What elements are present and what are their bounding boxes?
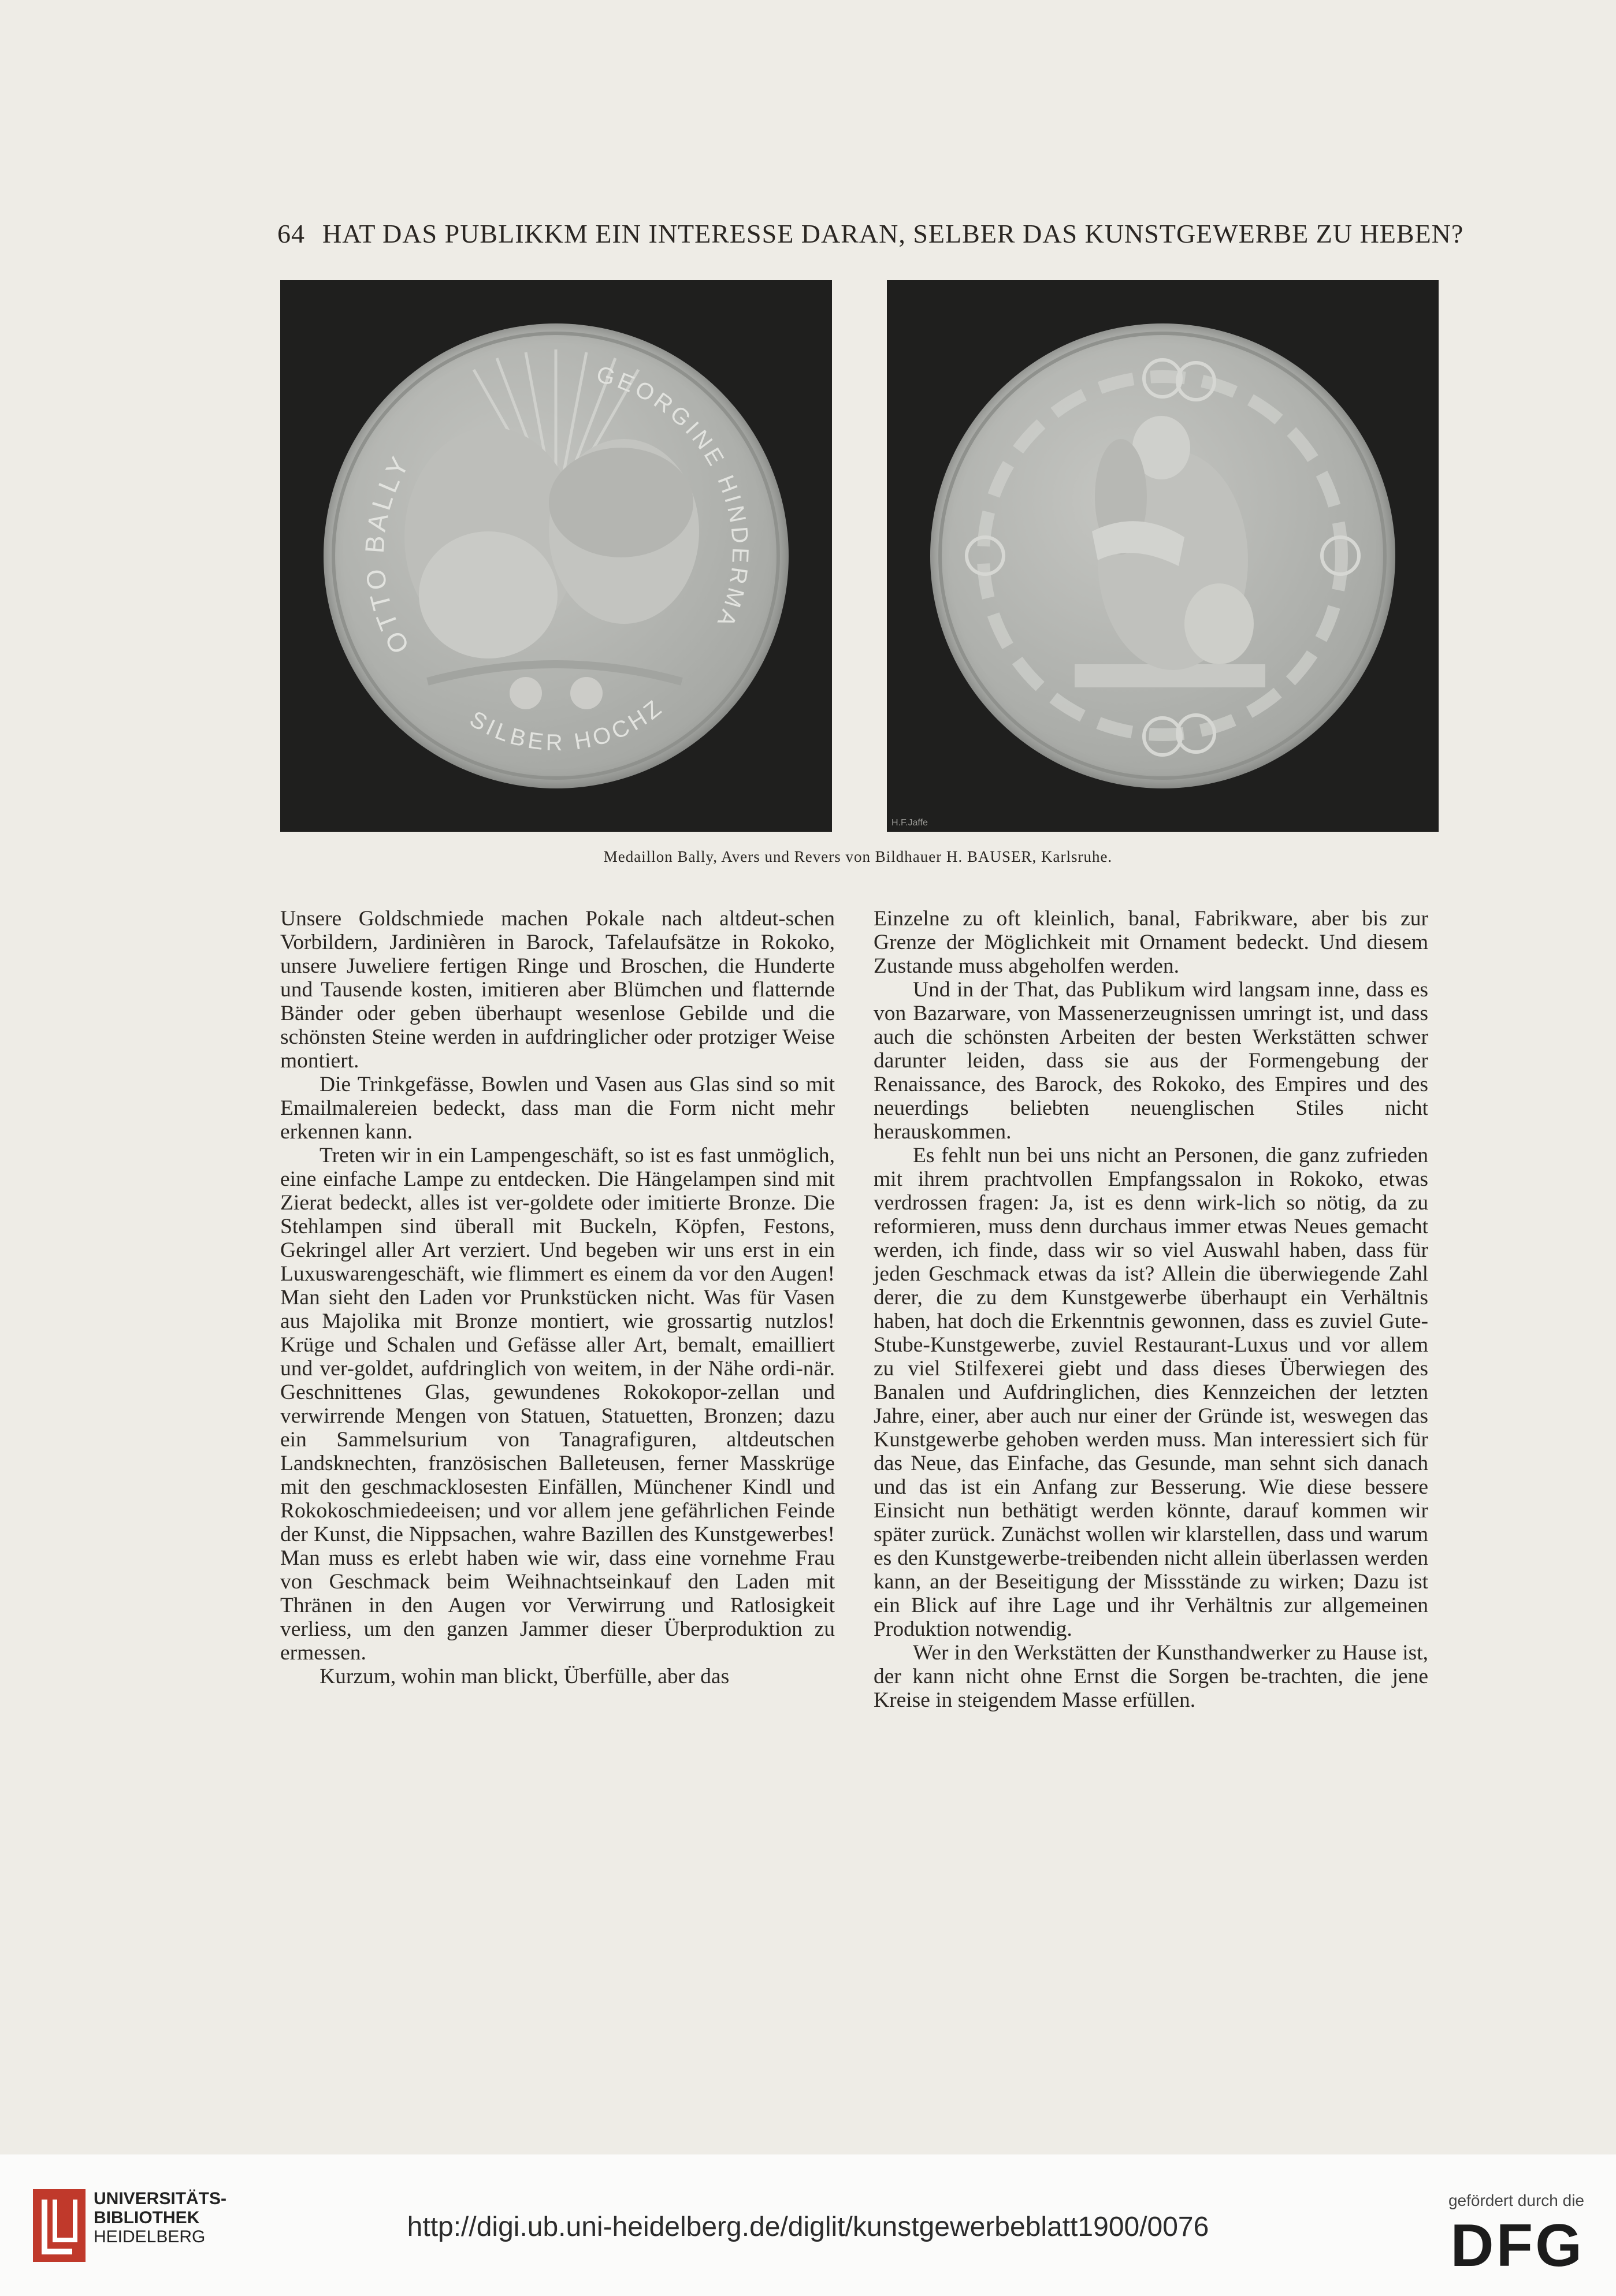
medal-reverse-plate [887,280,1439,832]
paragraph: Es fehlt nun bei uns nicht an Personen, die ganz zufrieden mit ihrem prachtvollen Empfangssalon in Rokoko, etwas verdrossen fragen: Ja, ist es denn wirk-lich so nötig, da zu reformieren, muss denn durchaus immer etwas Neues gemacht werden, ich finde, dass wir so viel Auswahl haben, dass für jeden Geschmack etwas da ist? Allein die überwiegende Zahl derer, die zu dem Kunstgewerbe überhaupt ein Verhältnis haben, hat doch die Erkenntnis gewonnen, dass es zuviel Gute-Stube-Kunstgewerbe, zuviel Restaurant-Luxus und vor allem zu viel Stilfexerei giebt und dass dieses Überwiegen des Banalen und Aufdringlichen, dies Kennzeichen der letzten Jahre, einer, aber auch nur einer der Gründe ist, weswegen das Kunstgewerbe gehoben werden muss. Man interessiert sich für das Neue, das Einfache, das Gesunde, man sehnt sich danach und das ist ein Anfang zur Besserung. Wie diese bessere Einsicht nun bethätigt werden könnte, darauf kommen wir später zurück. Zunächst wollen wir klarstellen, dass und warum es den Kunstgewerbe-treibenden nicht allein überlassen werden kann, an der Beseitigung der Missstände zu wirken; Dazu ist ein Blick auf ihre Lage und ihr Verhältnis zur allgemeinen Produktion notwendig. [874,1144,1428,1641]
paragraph: Einzelne zu oft kleinlich, banal, Fabrikware, aber bis zur Grenze der Möglichkeit mit Ornament bedeckt. Und diesem Zustande muss abgeholfen werden. [874,907,1428,978]
paragraph: Treten wir in ein Lampengeschäft, so ist es fast unmöglich, eine einfache Lampe zu entdecken. Die Hängelampen sind mit Zierat bedeckt, alles ist ver-goldete oder imitierte Bronze. Die Stehlampen sind überall mit Buckeln, Köpfen, Festons, Gekringel aller Art verziert. Und begeben wir uns erst in ein Luxuswarengeschäft, wie flimmert es einem da vor den Augen! Man sieht den Laden vor Prunkstücken nicht. Was für Vasen aus Majolika mit Bronze montiert, wie grossartig nutzlos! Krüge und Schalen und Gefässe aller Art, bemalt, emailliert und ver-goldet, aufdringlich von weitem, in der Nähe ordi-när. Geschnittenes Glas, gewundenes Rokokopor-zellan und verwirrende Mengen von Statuen, Statuetten, Bronzen; dazu ein Sammelsurium von Tanagrafiguren, altdeutschen Landsknechten, französischen Balleteusen, ferner Masskrüge mit den geschmacklosesten Einfällen, Münchener Kindl und Rokokoschmiedeeisen; und vor allem jene gefährlichen Feinde der Kunst, die Nippsachen, wahre Bazillen des Kunstgewerbes! Man muss es erlebt haben wie wir, dass eine vornehme Frau von Geschmack beim Weihnachtseinkauf den Laden mit Thränen in den Augen vor Verwirrung und Ratlosigkeit verliess, um den ganzen Jammer dieser Überproduktion zu ermessen. [280,1144,835,1665]
text-column-left [280,907,835,1688]
paragraph: Kurzum, wohin man blickt, Überfülle, aber das [320,1665,730,1688]
paragraph: Und in der That, das Publikum wird langsam inne, dass es von Bazarware, von Massenerzeugnissen umringt ist, und dass auch die schönsten Arbeiten der besten Werkstätten schwer darunter leiden, dass sie aus der Formengebung der Renaissance, des Barock, des Rokoko, des Empires und des neuerdings beliebten neuenglischen Stiles nicht herauskommen. [874,978,1428,1144]
medal-reverse [930,323,1395,788]
medal-obverse-relief [324,323,789,788]
page-number: 64 [277,219,305,248]
engraver-mark: H.F.Jaffe [891,818,928,828]
permalink-url[interactable]: http://digi.ub.uni-heidelberg.de/diglit/kunstgewerbeblatt1900/0076 [407,2212,1209,2242]
medal-obverse [324,323,789,788]
running-header [277,218,1464,249]
sponsor-label: gefördert durch die [1448,2191,1584,2209]
dfg-logo: DFG [1450,2212,1584,2279]
svg-text:SILBER HOCHZEIT: SILBER HOCHZ [465,694,669,756]
paragraph: Die Trinkgefässe, Bowlen und Vasen aus Glas sind so mit Emailmalereien bedeckt, dass man die Form nicht mehr erkennen kann. [280,1073,835,1144]
medal-reverse-relief [930,323,1395,788]
paragraph: Unsere Goldschmiede machen Pokale nach altdeut-schen Vorbildern, Jardinièren in Barock, Tafelaufsätze in Rokoko, unsere Juweliere fertigen Ringe und Broschen, die Hunderte und Tausende kosten, imitieren aber Blümchen und flatternde Bänder oder geben überhaupt wesenlose Gebilde und die schönsten Steine werden in aufdringlicher oder protziger Weise montiert. [280,907,835,1073]
paragraph: Wer in den Werkstätten der Kunsthandwerker zu Hause ist, der kann nicht ohne Ernst die Sorgen be-trachten, die jene Kreise in steigendem Masse erfüllen. [874,1641,1428,1712]
svg-text:GEORGINE HINDERMANN: GEORGINE HINDERMA [593,361,753,634]
digitization-footer [0,2154,1616,2296]
library-name: UNIVERSITÄTS- BIBLIOTHEK HEIDELBERG [94,2189,227,2246]
svg-text:OTTO BALLY: OTTO BALLY [359,449,417,659]
figure-caption: Medaillon Bally, Avers und Revers von Bildhauer H. BAUSER, Karlsruhe. [603,848,1113,865]
medal-obverse-plate [280,280,832,832]
running-title: HAT DAS PUBLIKKM EIN INTERESSE DARAN, SELBER DAS KUNSTGEWERBE ZU HEBEN? [322,219,1464,248]
text-column-right [874,907,1428,1712]
